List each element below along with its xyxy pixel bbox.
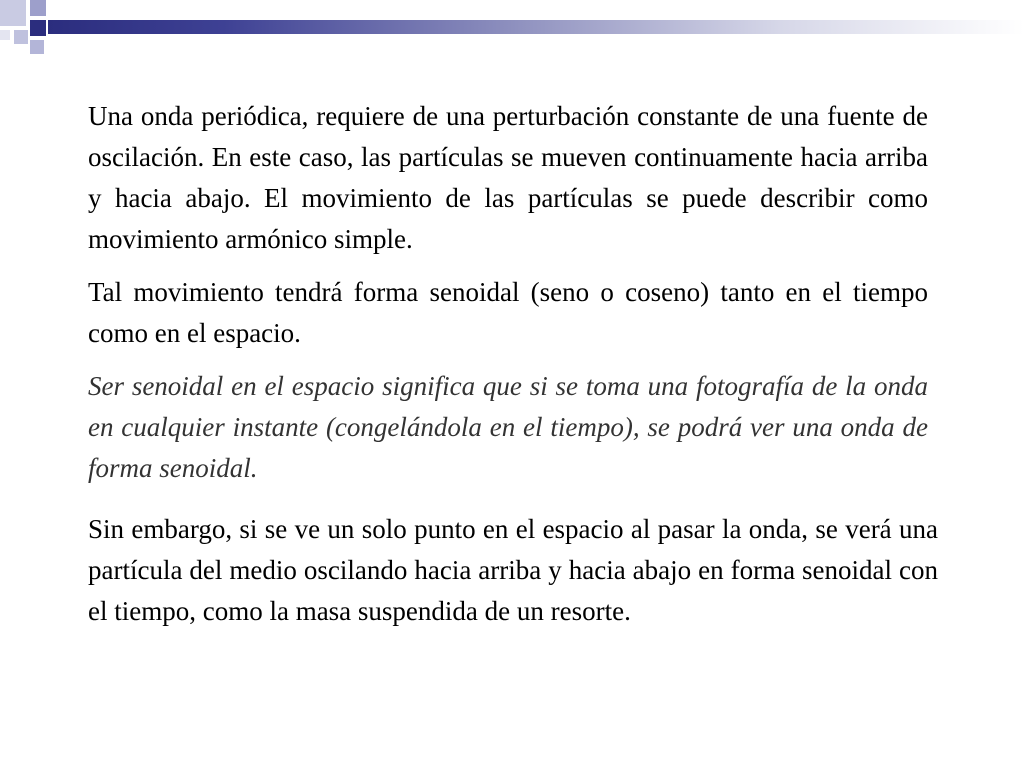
slide-body [88,96,938,632]
decorative-square [30,0,46,16]
decorative-square [30,40,44,54]
decorative-square [0,30,10,40]
paragraph-sinusoidal-motion: Tal movimiento tendrá forma senoidal (seno o coseno) tanto en el tiempo como en el espacio. [88,277,928,348]
paragraph-single-point: Sin embargo, si se ve un solo punto en el espacio al pasar la onda, se verá una partícula del medio oscilando hacia arriba y hacia abajo en forma senoidal con el tiempo, como la masa suspendida de un resorte. [88,514,938,626]
decorative-square [14,30,28,44]
header-gradient-bar [48,20,1024,34]
decorative-square [0,0,26,26]
decorative-square [30,20,46,36]
paragraph-sinusoidal-space: Ser senoidal en el espacio significa que si se toma una fotografía de la onda en cualquier instante (congelándola en el tiempo), se podrá ver una onda de forma senoidal. [88,371,928,483]
paragraph-periodic-wave: Una onda periódica, requiere de una perturbación constante de una fuente de oscilación. En este caso, las partículas se mueven continuamente hacia arriba y hacia abajo. El movimiento de las partículas se puede describir como movimiento armónico simple. [88,101,928,254]
